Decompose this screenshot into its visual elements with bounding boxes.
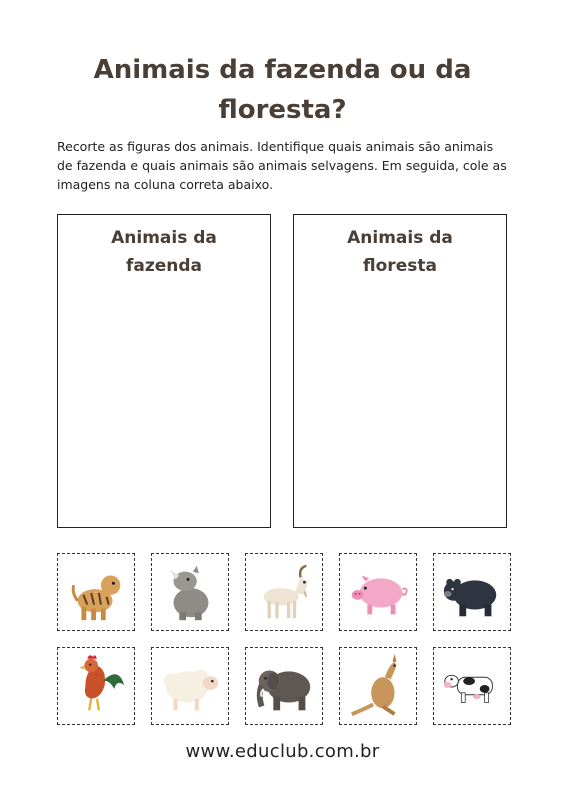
farm-column-title: Animais da fazenda bbox=[111, 228, 217, 276]
sheep-icon bbox=[156, 652, 224, 720]
tiger-icon bbox=[62, 558, 130, 626]
rooster-icon bbox=[62, 652, 130, 720]
elephant-icon bbox=[250, 652, 318, 720]
goat-icon bbox=[250, 558, 318, 626]
title-line-1: Animais da fazenda ou da bbox=[93, 55, 472, 85]
forest-column-title: Animais da floresta bbox=[347, 228, 453, 276]
kangaroo-icon bbox=[344, 652, 412, 720]
bear-icon bbox=[438, 558, 506, 626]
title-line-2: floresta? bbox=[218, 95, 347, 125]
instructions-text: Recorte as figuras dos animais. Identifique quais animais são animais de fazenda e quais animais são animais selvagens. Em seguida, cole as imagens na coluna correta abaixo. bbox=[57, 139, 507, 192]
card-tiger[interactable] bbox=[57, 553, 135, 631]
pig-icon bbox=[344, 558, 412, 626]
rhinoceros-icon bbox=[156, 558, 224, 626]
farm-animals-column bbox=[57, 214, 271, 528]
card-rhinoceros[interactable] bbox=[151, 553, 229, 631]
cow-icon bbox=[438, 652, 506, 720]
worksheet-title bbox=[40, 50, 525, 130]
forest-animals-column bbox=[293, 214, 507, 528]
card-bear[interactable] bbox=[433, 553, 511, 631]
card-rooster[interactable] bbox=[57, 647, 135, 725]
card-cow[interactable] bbox=[433, 647, 511, 725]
card-sheep[interactable] bbox=[151, 647, 229, 725]
card-pig[interactable] bbox=[339, 553, 417, 631]
card-kangaroo[interactable] bbox=[339, 647, 417, 725]
website-footer: www.educlub.com.br bbox=[185, 741, 380, 762]
card-goat[interactable] bbox=[245, 553, 323, 631]
card-elephant[interactable] bbox=[245, 647, 323, 725]
